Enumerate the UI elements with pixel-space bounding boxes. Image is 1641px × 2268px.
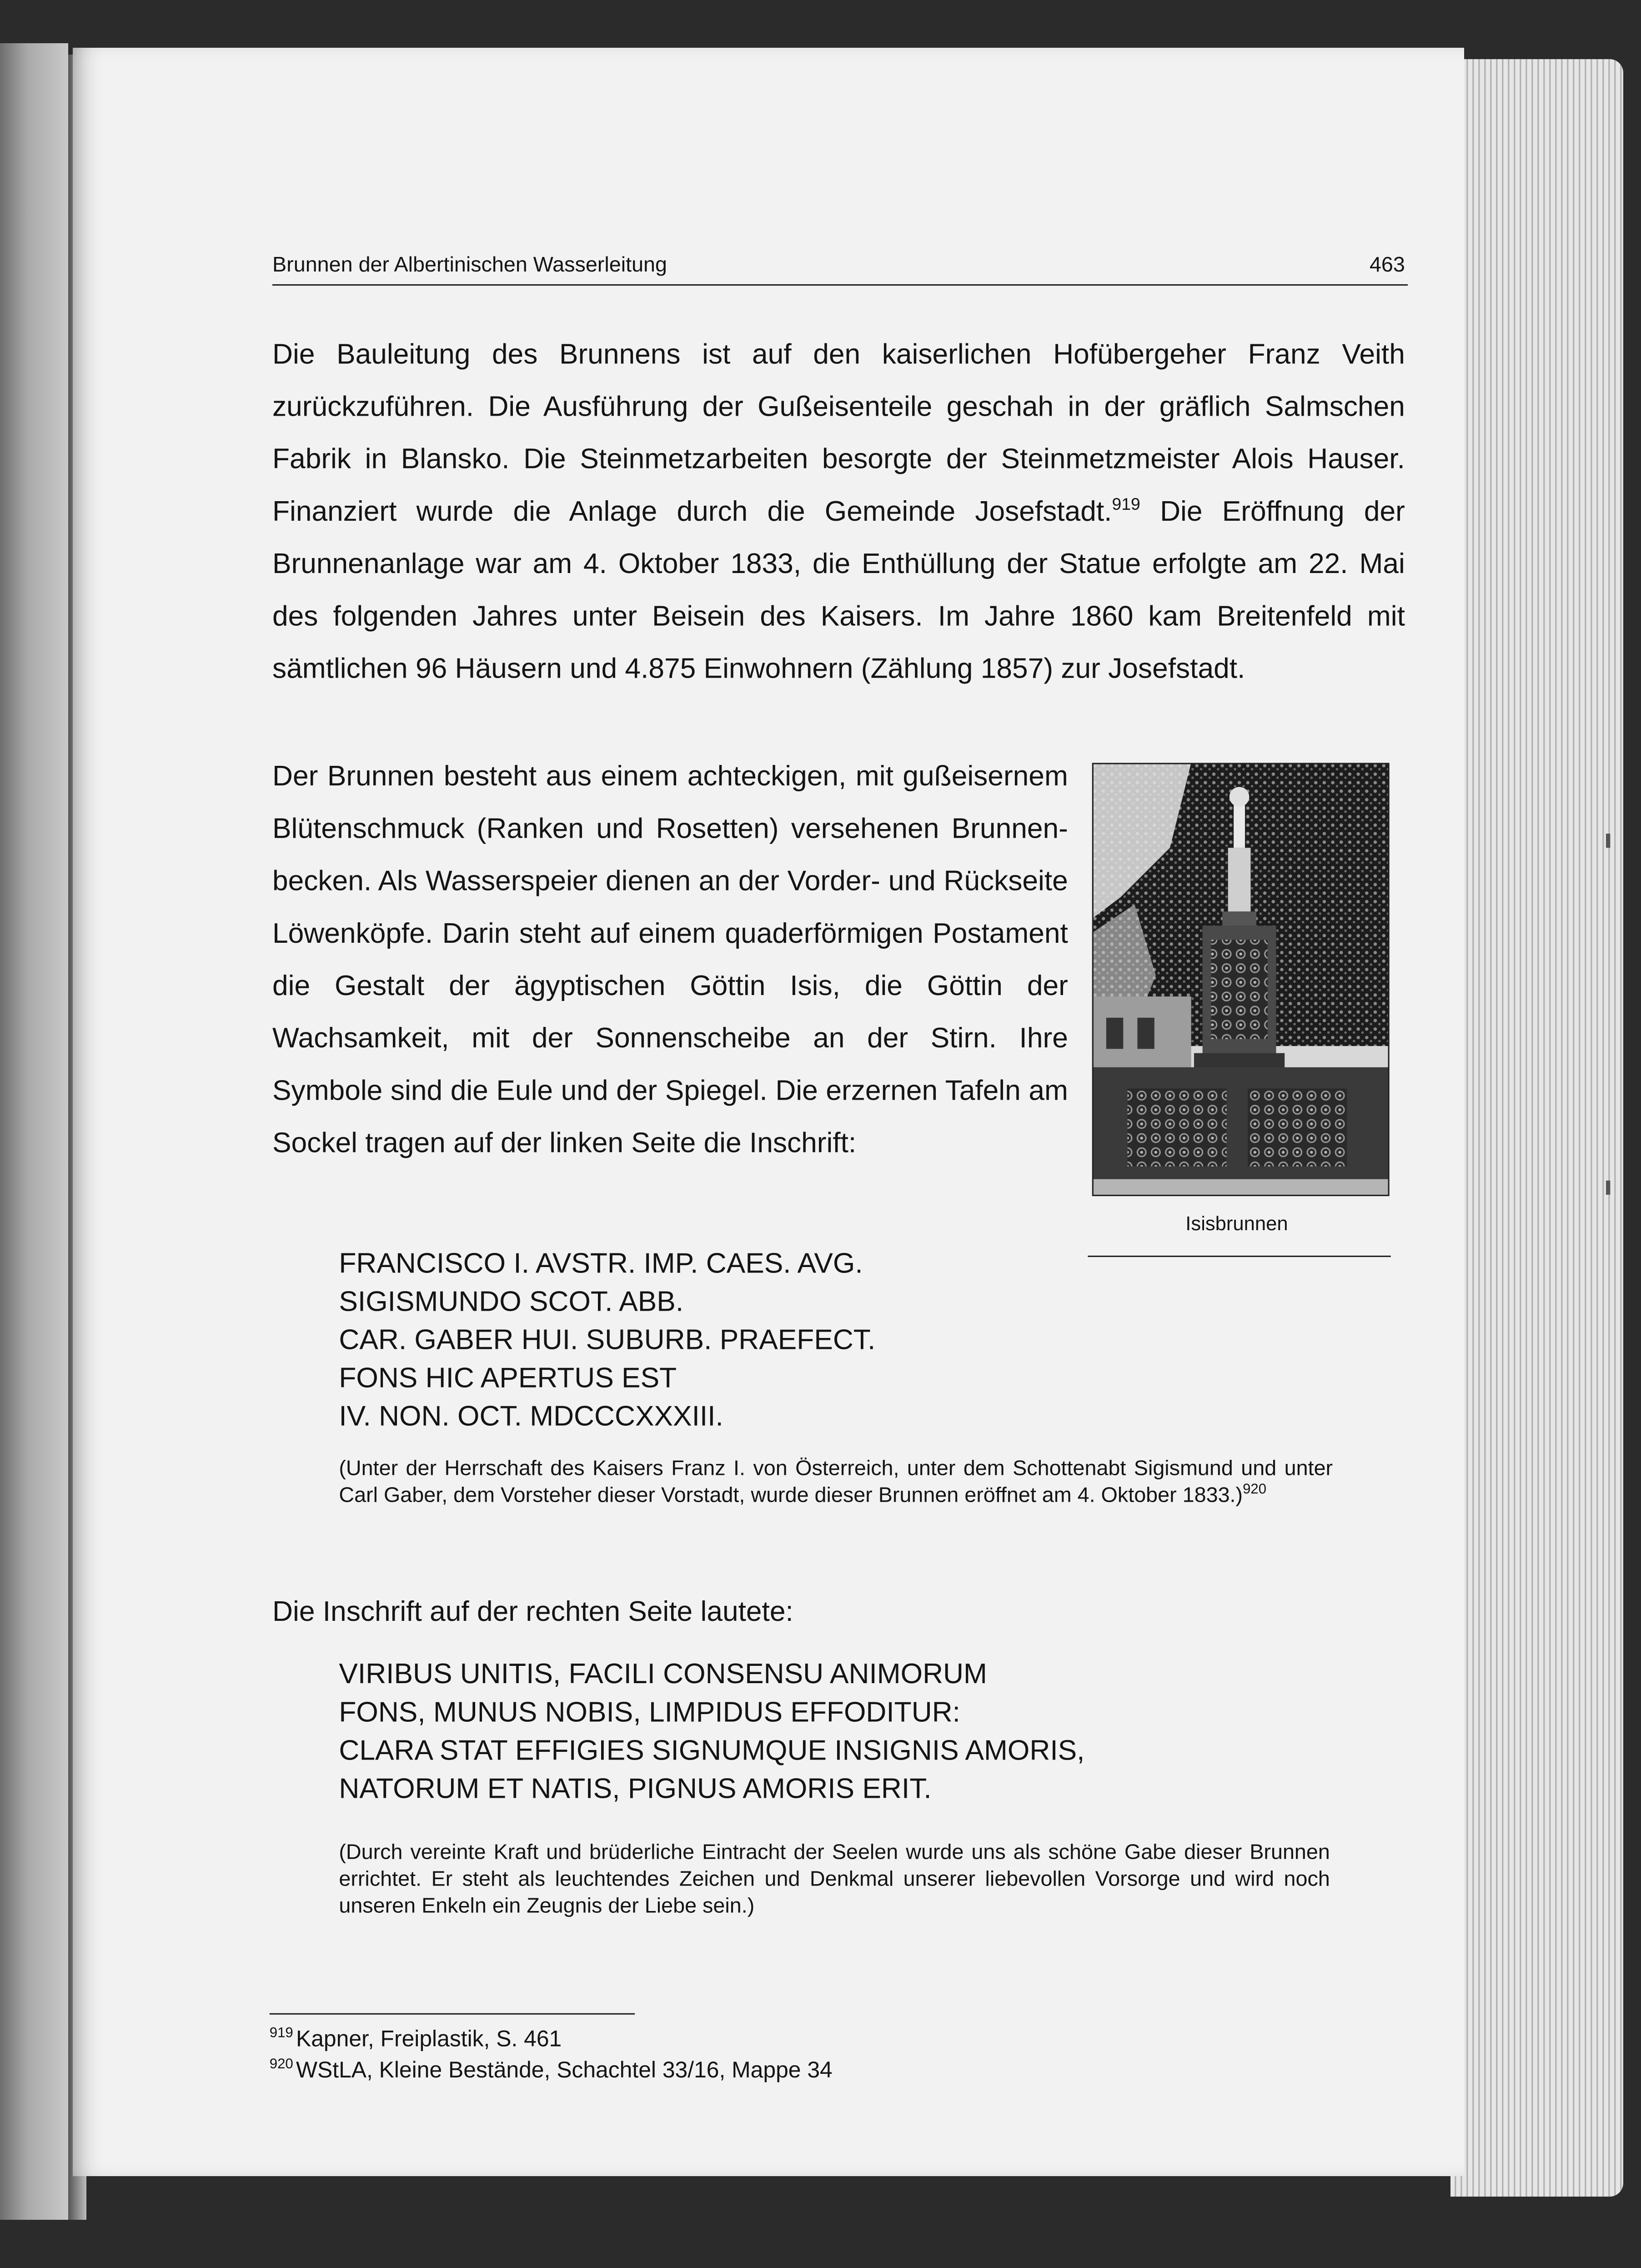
margin-mark (1606, 1181, 1610, 1195)
footnote-number: 919 (269, 2026, 293, 2042)
inscription-line: FRANCISCO I. AVSTR. IMP. CAES. AVG. (339, 1248, 863, 1280)
running-title: Brunnen der Albertinischen Wasserleitung (272, 253, 667, 277)
paragraph-text: Die Bauleitung des Brunnens ist auf den kaiserlichen Hofübergeher Franz Veith zurückzuführen. Die Ausführung der Gußeisenteile geschah in der gräflich Salmschen Fabrik in Blansko. Die Steinmetzarbeiten besorgte der Steinmetzmeister Alois Hauser. Finanziert wurde die Anlage durch die Gemeinde Josefstadt. (272, 339, 1405, 528)
footnote-text: Kapner, Freiplastik, S. 461 (296, 2027, 562, 2052)
footnote-rule (270, 2013, 635, 2015)
page-number: 463 (1369, 253, 1405, 277)
inscription-line: CAR. GABER HUI. SUBURB. PRAEFECT. (339, 1325, 876, 1356)
inscription-line: IV. NON. OCT. MDCCCXXXIII. (339, 1401, 723, 1433)
inscription-line: FONS, MUNUS NOBIS, LIMPIDUS EFFODITUR: (339, 1697, 960, 1729)
translation-left (339, 1455, 1333, 1509)
inscription-line: SIGISMUNDO SCOT. ABB. (339, 1287, 684, 1318)
paragraph-text-continued: Die Eröffnung der Brunnenanlage war am 4. Oktober 1833, die Enthüllung der Statue erfolgte am 22. Mai des folgenden Jahres unter Beisein des Kaisers. Im Jahre 1860 kam Breitenfeld mit sämtlichen 96 Häusern und 4.875 Einwohnern (Zählung 1857) zur Josefstadt. (272, 497, 1405, 685)
paragraph-construction (272, 330, 1405, 696)
book-page (73, 48, 1464, 2176)
footnote-920 (270, 2052, 833, 2086)
fountain-photo-drawing (1092, 763, 1390, 1196)
facing-page-edge (0, 43, 68, 2220)
isisbrunnen-photo (1092, 763, 1390, 1196)
inscription-line: VIRIBUS UNITIS, FACILI CONSENSU ANIMORUM (339, 1659, 987, 1690)
translation-text: (Unter der Herrschaft des Kaisers Franz I. von Österreich, unter dem Schottenabt Sigismund und unter Carl Gaber, dem Vorsteher dieser Vorstadt, wurde dieser Brunnen eröffnet am 4. Oktober 1833.) (339, 1457, 1333, 1508)
running-header (272, 247, 1408, 286)
translation-right: (Durch vereinte Kraft und brüderliche Eintracht der Seelen wurde uns als schöne Gabe dieser Brunnen errichtet. Er steht als leuchtendes Zeichen und Denkmal unserer liebevollen Vorsorge und wird noch unseren Enkeln ein Zeugnis der Liebe sein.) (339, 1840, 1330, 1919)
inscription-line: FONS HIC APERTUS EST (339, 1363, 677, 1395)
page-content (73, 48, 1641, 2268)
page-scale (73, 48, 1641, 2268)
margin-mark (1606, 834, 1610, 848)
paragraph-description: Der Brunnen besteht aus einem achteckigen, mit gußeisernem Blütenschmuck (Ranken und Rosetten) versehenen Brunnen-becken. Als Wasserspeier dienen an der Vorder- und Rückseite Löwenköpfe. Darin steht auf einem quaderförmigen Postament die Gestalt der ägyptischen Göttin Isis, die Göttin der Wachsamkeit, mit der Sonnenscheibe an der Stirn. Ihre Symbole sind die Eule und der Spiegel. Die erzernen Tafeln am Sockel tragen auf der linken Seite die Inschrift: (272, 761, 1068, 1160)
footnote-ref-919[interactable]: 919 (1112, 494, 1140, 514)
right-inscription-intro: Die Inschrift auf der rechten Seite lautete: (272, 1597, 793, 1628)
inscription-line: CLARA STAT EFFIGIES SIGNUMQUE INSIGNIS AMORIS, (339, 1735, 1085, 1767)
footnote-number: 920 (269, 2057, 293, 2073)
footnote-919 (270, 2020, 562, 2055)
inscription-line: NATORUM ET NATIS, PIGNUS AMORIS ERIT. (339, 1774, 932, 1805)
footnote-text: WStLA, Kleine Bestände, Schachtel 33/16, Mappe 34 (296, 2059, 833, 2083)
footnote-ref-920[interactable]: 920 (1243, 1482, 1267, 1498)
inscription-left (339, 1246, 1273, 1437)
figure-caption: Isisbrunnen (1185, 1212, 1288, 1235)
inscription-right (339, 1656, 1330, 1809)
